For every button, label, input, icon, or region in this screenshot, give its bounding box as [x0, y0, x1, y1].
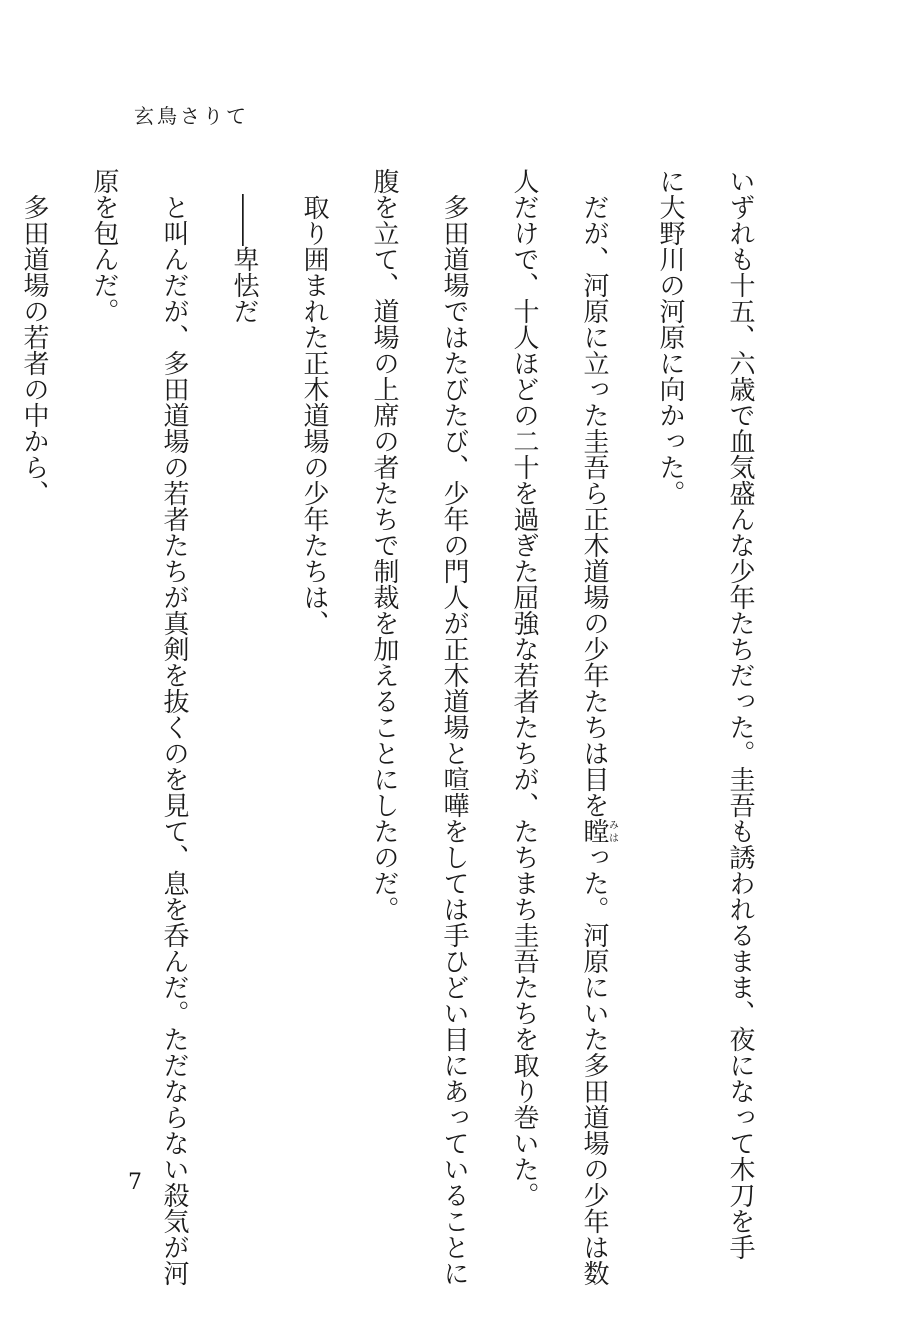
text-line: ――卑怯だ [229, 168, 259, 324]
body-text [0, 168, 792, 1286]
text-line: 人だけで、十人ほどの二十を過ぎた屈強な若者たちが、たちまち圭吾たちを取り巻いた。 [509, 168, 539, 1208]
text-line: 多田道場ではたびたび、少年の門人が正木道場と喧嘩をしては手ひどい目にあっていることに [439, 168, 469, 1286]
text-line: いずれも十五、六歳で血気盛んな少年たちだった。圭吾も誘われるまま、夜になって木刀を手 [725, 168, 755, 1260]
text-line: 取り囲まれた正木道場の少年たちは、 [299, 168, 329, 636]
ruby-miha: 瞠みは [579, 818, 618, 844]
text-line: に大野川の河原に向かった。 [655, 168, 685, 506]
page-number: 7 [128, 1170, 142, 1195]
text-line: 腹を立て、道場の上席の者たちで制裁を加えることにしたのだ。 [369, 168, 399, 922]
text-line: だが、河原に立った圭吾ら正木道場の少年たちは目を瞠みはった。河原にいた多田道場の少年は数 [579, 168, 618, 1286]
text-line: と叫んだが、多田道場の若者たちが真剣を抜くのを見て、息を呑んだ。ただならない殺気が河 [159, 168, 189, 1286]
text-line: 多田道場の若者の中から、 [19, 168, 49, 506]
running-head-title: 玄鳥さりて [134, 104, 249, 128]
text-line: 原を包んだ。 [89, 168, 119, 324]
